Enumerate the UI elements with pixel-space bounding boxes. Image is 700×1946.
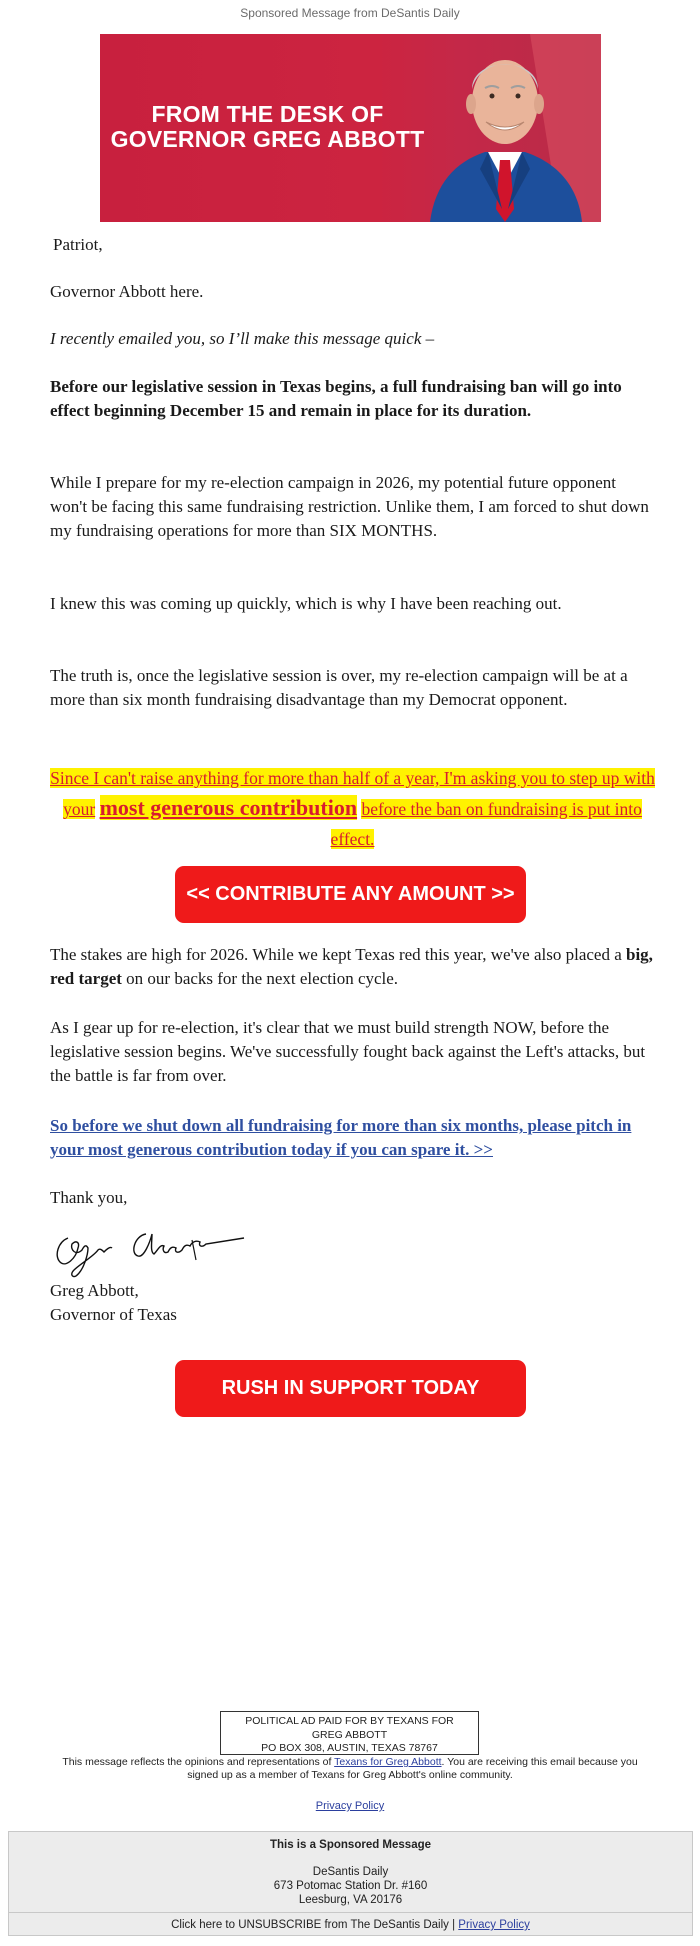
highlight-call-to-action[interactable]: [50, 763, 655, 854]
privacy-row: [0, 1800, 700, 1812]
paragraph-3: The truth is, once the legislative session is over, my re-election campaign will be at a more than six month fundraising disadvantage than my Democrat opponent.: [50, 666, 628, 709]
sponsor-address-1: 673 Potomac Station Dr. #160: [273, 1880, 428, 1892]
paragraph-4: [50, 943, 655, 991]
closing-line: Thank you,: [50, 1188, 128, 1207]
contribution-link[interactable]: So before we shut down all fundraising for more than six months, please pitch in your most generous contribution today if you can spare it. >>: [50, 1116, 632, 1159]
paid-for-line-3: PO BOX 308, AUSTIN, TEXAS 78767: [261, 1742, 438, 1754]
governor-portrait: [410, 34, 601, 222]
hero-line-2: GOVERNOR GREG ABBOTT: [110, 126, 425, 152]
hero-title: [100, 102, 435, 152]
sponsor-box: [8, 1831, 693, 1936]
signer-title: Governor of Texas: [50, 1305, 177, 1324]
paragraph-5: As I gear up for re-election, it's clear that we must build strength NOW, before the legislative session begins. We've successfully fought back against the Left's attacks, but the battle is far from over.: [50, 1018, 646, 1085]
sponsored-title: This is a Sponsored Message: [269, 1839, 432, 1851]
footer-note-a: This message reflects the opinions and representations of: [62, 1756, 332, 1768]
sponsor-line: Sponsored Message from DeSantis Daily: [240, 6, 460, 20]
paid-for-line-1: POLITICAL AD PAID FOR BY TEXANS FOR: [245, 1715, 454, 1727]
contribute-button[interactable]: << CONTRIBUTE ANY AMOUNT >>: [175, 866, 526, 923]
signer-name: Greg Abbott,: [50, 1281, 139, 1300]
paragraph-4-emphasis: big, red target: [50, 945, 653, 988]
footer-note: [55, 1756, 645, 1782]
unsubscribe-link[interactable]: Click here to UNSUBSCRIBE from The DeSantis Daily |: [171, 1919, 456, 1931]
highlight-emphasis[interactable]: most generous contribution: [99, 795, 358, 820]
paid-for-disclaimer: [220, 1711, 479, 1755]
intro-line: Governor Abbott here.: [50, 282, 204, 301]
privacy-policy-link[interactable]: Privacy Policy: [315, 1800, 385, 1812]
hero-line-1: FROM THE DESK OF: [151, 101, 384, 127]
highlight-text-a[interactable]: Since I can't raise anything for more than half of a year, I'm asking you to step up with your: [50, 768, 655, 819]
sponsor-org: DeSantis Daily: [312, 1866, 389, 1878]
italic-line: I recently emailed you, so I’ll make this message quick –: [50, 329, 435, 348]
signature-image: [50, 1220, 250, 1282]
paragraph-2: I knew this was coming up quickly, which is why I have been reaching out.: [50, 594, 562, 613]
highlight-text-c[interactable]: before the ban on fundraising is put into effect.: [330, 799, 642, 849]
greeting: Patriot,: [53, 235, 103, 254]
rush-support-button[interactable]: RUSH IN SUPPORT TODAY: [175, 1360, 526, 1417]
unsubscribe-row: [9, 1912, 692, 1937]
paragraph-1: While I prepare for my re-election campaign in 2026, my potential future opponent won't be facing this same fundraising restriction. Unlike them, I am forced to shut down my fundraising operations for more than SIX MONTHS.: [50, 473, 649, 540]
unsub-privacy-link[interactable]: Privacy Policy: [458, 1919, 530, 1931]
paragraph-4-a: The stakes are high for 2026. While we kept Texas red this year, we've also placed a: [50, 945, 622, 964]
footer-note-b: . You are receiving this email because you signed up as a member of Texans for Greg Abbott's online community.: [187, 1756, 638, 1781]
hero-banner[interactable]: [100, 34, 601, 222]
texans-link[interactable]: Texans for Greg Abbott: [334, 1756, 442, 1768]
bold-paragraph: Before our legislative session in Texas begins, a full fundraising ban will go into effect beginning December 15 and remain in place for its duration.: [50, 377, 622, 420]
sponsor-address-2: Leesburg, VA 20176: [298, 1894, 403, 1906]
paragraph-4-c: on our backs for the next election cycle.: [126, 969, 399, 988]
paid-for-line-2: GREG ABBOTT: [311, 1728, 388, 1741]
